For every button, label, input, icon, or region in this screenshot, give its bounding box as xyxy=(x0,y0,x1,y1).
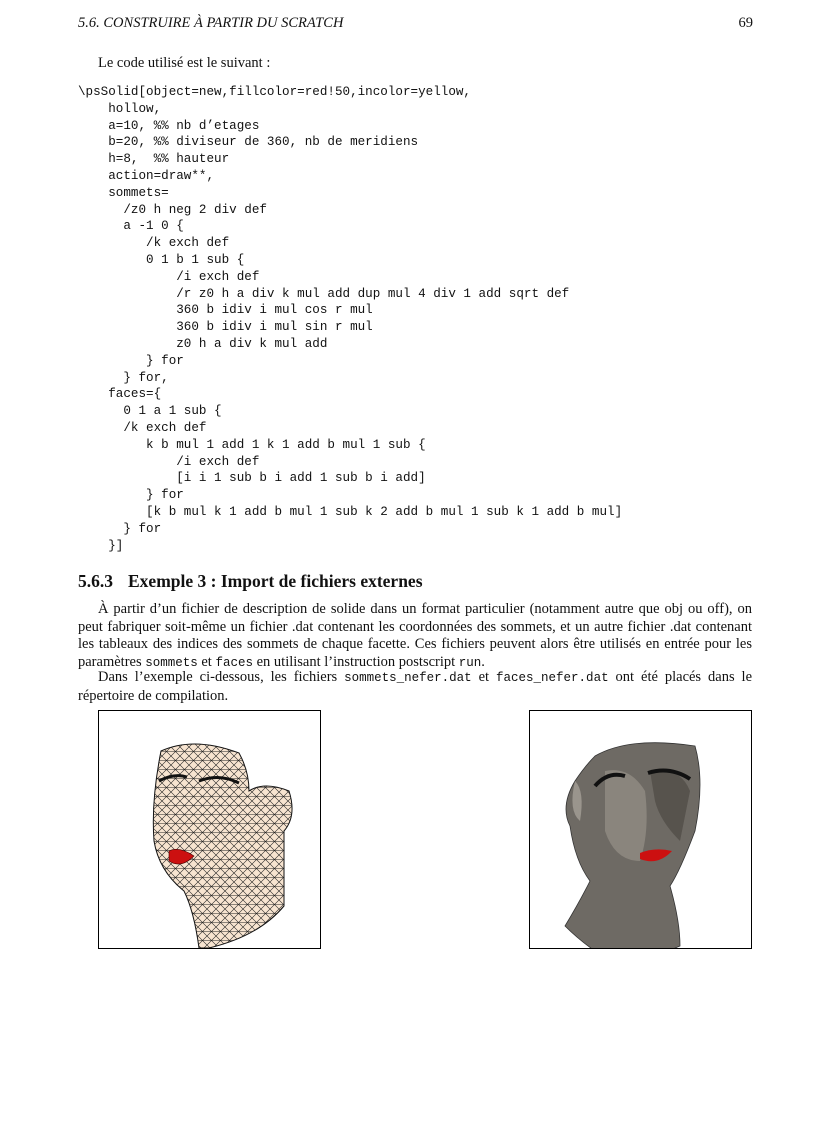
paragraph-2 xyxy=(78,669,752,705)
code-line: } for xyxy=(78,353,184,368)
code-line: k b mul 1 add 1 k 1 add b mul 1 sub { xyxy=(78,437,426,452)
inline-code: sommets_nefer.dat xyxy=(344,671,472,685)
inline-code: faces xyxy=(215,655,253,670)
section-title: Exemple 3 : Import de fichiers externes xyxy=(128,571,423,591)
code-listing xyxy=(78,84,622,554)
code-line: /k exch def xyxy=(78,420,207,435)
code-line: hollow, xyxy=(78,101,162,116)
code-line: action=draw**, xyxy=(78,168,215,183)
code-line: } for, xyxy=(78,370,169,385)
text: et xyxy=(197,653,216,670)
code-line: h=8, %% hauteur xyxy=(78,152,230,167)
code-line: [i i 1 sub b i add 1 sub b i add] xyxy=(78,471,426,486)
figure-mesh-head xyxy=(98,710,321,949)
text: Dans l’exemple ci-dessous, les fichiers xyxy=(98,669,345,685)
section-number: 5.6.3 xyxy=(78,571,113,591)
code-line: 360 b idiv i mul cos r mul xyxy=(78,303,373,318)
code-line: 0 1 a 1 sub { xyxy=(78,404,222,419)
paragraph-1 xyxy=(78,601,752,672)
code-line: 0 1 b 1 sub { xyxy=(78,252,245,267)
header-section: 5.6. CONSTRUIRE À PARTIR DU SCRATCH xyxy=(78,15,344,31)
code-line: 360 b idiv i mul sin r mul xyxy=(78,320,373,335)
code-line: } for xyxy=(78,521,162,536)
section-heading xyxy=(78,571,423,592)
text: . xyxy=(481,653,485,670)
code-line: /i exch def xyxy=(78,454,260,469)
text: ont été placés dans le répertoire de compilation. xyxy=(78,669,753,704)
intro-text: Le code utilisé est le suivant : xyxy=(98,55,271,71)
figure-shaded-head xyxy=(529,710,752,949)
text: et xyxy=(471,669,497,685)
running-header xyxy=(78,15,753,32)
code-line: /z0 h neg 2 div def xyxy=(78,202,267,217)
code-line: /r z0 h a div k mul add dup mul 4 div 1 add sqrt def xyxy=(78,286,570,301)
code-line: [k b mul k 1 add b mul 1 sub k 2 add b mul 1 sub k 1 add b mul] xyxy=(78,504,623,519)
code-line: b=20, %% diviseur de 360, nb de meridiens xyxy=(78,135,419,150)
code-line: } for xyxy=(78,488,184,503)
inline-code: sommets xyxy=(145,655,198,670)
code-line: \psSolid[object=new,fillcolor=red!50,incolor=yellow, xyxy=(78,85,471,99)
code-line: a -1 0 { xyxy=(78,219,184,234)
page-number: 69 xyxy=(738,15,753,31)
code-line: /k exch def xyxy=(78,236,230,251)
code-line: /i exch def xyxy=(78,269,260,284)
code-line: z0 h a div k mul add xyxy=(78,336,328,351)
inline-code: run xyxy=(458,655,482,670)
code-line: sommets= xyxy=(78,185,169,200)
text: en utilisant l’instruction postscript xyxy=(252,653,459,670)
code-line: faces={ xyxy=(78,387,162,402)
inline-code: faces_nefer.dat xyxy=(496,671,609,685)
text: À partir d’un fichier de description de solide dans un format particulier (notamment autre que obj ou off), on peut fabriquer soit-même un fichier .dat contenant les coordonnées des sommets, et un autre fichier .dat contenant les tableaux des indices des sommets de chaque facette. Ces fichiers peuvent alors être utilisés en entrée pour les paramètres xyxy=(78,601,752,670)
code-line: a=10, %% nb d’etages xyxy=(78,118,260,133)
code-line: }] xyxy=(78,538,124,553)
